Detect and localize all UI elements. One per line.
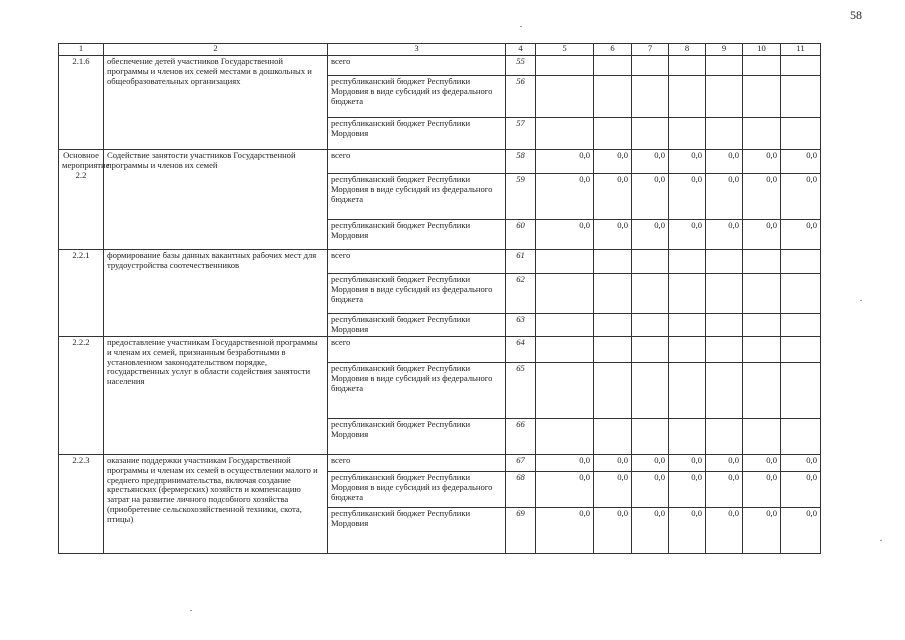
row-number: 60 [506,220,536,250]
value-cell [706,314,743,337]
value-cell: 0,0 [706,454,743,471]
value-cell: 0,0 [743,454,781,471]
value-cell [536,56,594,76]
value-cell [632,274,669,314]
value-cell [743,418,781,454]
value-cell [743,76,781,118]
value-cell: 0,0 [669,507,706,553]
value-cell: 0,0 [594,471,632,507]
row-number: 55 [506,56,536,76]
row-number: 63 [506,314,536,337]
item-code: 2.2.3 [59,454,104,553]
row-number: 67 [506,454,536,471]
value-cell: 0,0 [632,220,669,250]
row-number: 56 [506,76,536,118]
value-cell: 0,0 [781,454,821,471]
column-header: 8 [669,44,706,56]
value-cell: 0,0 [632,174,669,220]
value-cell [594,274,632,314]
value-cell: 0,0 [536,507,594,553]
value-cell [594,76,632,118]
value-cell: 0,0 [743,471,781,507]
value-cell: 0,0 [706,220,743,250]
item-code: 2.1.6 [59,56,104,150]
value-cell [536,118,594,150]
value-cell: 0,0 [669,454,706,471]
funding-source: всего [328,56,506,76]
value-cell [536,76,594,118]
value-cell: 0,0 [743,174,781,220]
value-cell [669,418,706,454]
funding-source: республиканский бюджет Республики Мордовия [328,507,506,553]
value-cell: 0,0 [632,454,669,471]
funding-source: всего [328,250,506,274]
value-cell: 0,0 [669,220,706,250]
value-cell [781,418,821,454]
value-cell [669,250,706,274]
value-cell [706,250,743,274]
value-cell: 0,0 [706,471,743,507]
value-cell [669,76,706,118]
value-cell [706,274,743,314]
funding-source: всего [328,336,506,362]
column-header: 11 [781,44,821,56]
value-cell [743,314,781,337]
value-cell: 0,0 [669,150,706,174]
value-cell: 0,0 [743,507,781,553]
row-number: 65 [506,362,536,418]
value-cell: 0,0 [781,174,821,220]
value-cell [594,336,632,362]
table-row [59,150,821,174]
row-number: 64 [506,336,536,362]
column-header: 9 [706,44,743,56]
value-cell [669,314,706,337]
value-cell [743,250,781,274]
funding-source: республиканский бюджет Республики Мордовия в виде субсидий из федерального бюджета [328,274,506,314]
row-number: 66 [506,418,536,454]
value-cell [536,336,594,362]
value-cell [706,56,743,76]
value-cell [706,336,743,362]
value-cell [669,336,706,362]
value-cell: 0,0 [536,471,594,507]
value-cell: 0,0 [669,471,706,507]
item-description: формирование базы данных вакантных рабочих мест для трудоустройства соотечественников [104,250,328,337]
value-cell [536,362,594,418]
item-description: обеспечение детей участников Государственной программы и членов их семей местами в дошкольных и общеобразовательных организациях [104,56,328,150]
row-number: 61 [506,250,536,274]
funding-source: республиканский бюджет Республики Мордовия в виде субсидий из федерального бюджета [328,76,506,118]
value-cell [781,314,821,337]
table-row [59,454,821,471]
row-number: 58 [506,150,536,174]
column-header: 1 [59,44,104,56]
table-body [59,56,821,554]
value-cell: 0,0 [536,454,594,471]
value-cell [594,362,632,418]
value-cell [536,250,594,274]
value-cell: 0,0 [743,220,781,250]
value-cell [781,362,821,418]
value-cell [536,274,594,314]
value-cell [743,118,781,150]
value-cell: 0,0 [594,220,632,250]
value-cell [669,118,706,150]
funding-source: всего [328,454,506,471]
value-cell [594,250,632,274]
value-cell [781,274,821,314]
value-cell: 0,0 [706,150,743,174]
value-cell: 0,0 [781,507,821,553]
item-description: оказание поддержки участникам Государственной программы и членам их семей в осуществлении малого и среднего предпринимательства, включая создание крестьянских (фермерских) хозяйств и компенсацию затрат на развитие личного подсобного хозяйства (приобретение сельскохозяйственной техники, скота, птицы) [104,454,328,553]
item-code: 2.2.1 [59,250,104,337]
value-cell [632,336,669,362]
value-cell [632,76,669,118]
value-cell [669,56,706,76]
value-cell [669,362,706,418]
funding-source: республиканский бюджет Республики Мордовия в виде субсидий из федерального бюджета [328,362,506,418]
funding-source: республиканский бюджет Республики Мордовия [328,418,506,454]
value-cell: 0,0 [743,150,781,174]
column-header: 2 [104,44,328,56]
value-cell [781,76,821,118]
value-cell [594,314,632,337]
scan-speck [880,540,882,541]
value-cell [706,118,743,150]
scan-speck [190,610,192,611]
value-cell [743,56,781,76]
value-cell: 0,0 [632,507,669,553]
column-header: 3 [328,44,506,56]
value-cell [632,118,669,150]
value-cell: 0,0 [706,174,743,220]
funding-source: республиканский бюджет Республики Мордовия в виде субсидий из федерального бюджета [328,471,506,507]
value-cell: 0,0 [632,471,669,507]
value-cell [594,56,632,76]
column-header: 6 [594,44,632,56]
value-cell [706,76,743,118]
value-cell: 0,0 [536,220,594,250]
column-header: 7 [632,44,669,56]
item-description: Содействие занятости участников Государственной программы и членов их семей [104,150,328,250]
value-cell [669,274,706,314]
value-cell [632,418,669,454]
column-number-row [59,44,821,56]
value-cell [536,418,594,454]
value-cell [781,336,821,362]
column-header: 4 [506,44,536,56]
value-cell: 0,0 [669,174,706,220]
value-cell [743,362,781,418]
column-header: 5 [536,44,594,56]
value-cell: 0,0 [536,150,594,174]
value-cell [536,314,594,337]
value-cell [743,336,781,362]
row-number: 57 [506,118,536,150]
table-row [59,250,821,274]
value-cell [632,56,669,76]
value-cell [706,362,743,418]
table-row [59,336,821,362]
value-cell [781,118,821,150]
value-cell [594,418,632,454]
funding-source: республиканский бюджет Республики Мордовия [328,314,506,337]
item-code: Основное мероприятие 2.2 [59,150,104,250]
value-cell: 0,0 [781,150,821,174]
value-cell [781,56,821,76]
value-cell [594,118,632,150]
row-number: 59 [506,174,536,220]
funding-source: всего [328,150,506,174]
page-number: 58 [850,8,862,22]
value-cell: 0,0 [594,454,632,471]
scan-speck [860,300,862,301]
value-cell: 0,0 [536,174,594,220]
value-cell [781,250,821,274]
value-cell: 0,0 [781,471,821,507]
value-cell [632,314,669,337]
row-number: 62 [506,274,536,314]
column-header: 10 [743,44,781,56]
value-cell: 0,0 [594,150,632,174]
funding-source: республиканский бюджет Республики Мордовия в виде субсидий из федерального бюджета [328,174,506,220]
value-cell [706,418,743,454]
funding-source: республиканский бюджет Республики Мордовия [328,220,506,250]
scan-speck [520,26,522,27]
item-description: предоставление участникам Государственной программы и членам их семей, признанным безработными в установленном законодательством порядке, государственных услуг в области содействия занятости населения [104,336,328,454]
item-code: 2.2.2 [59,336,104,454]
value-cell: 0,0 [706,507,743,553]
value-cell: 0,0 [781,220,821,250]
table-row [59,56,821,76]
value-cell [632,250,669,274]
funding-source: республиканский бюджет Республики Мордовия [328,118,506,150]
value-cell: 0,0 [594,174,632,220]
row-number: 68 [506,471,536,507]
value-cell: 0,0 [632,150,669,174]
row-number: 69 [506,507,536,553]
value-cell [743,274,781,314]
value-cell: 0,0 [594,507,632,553]
budget-table [58,43,821,554]
value-cell [632,362,669,418]
